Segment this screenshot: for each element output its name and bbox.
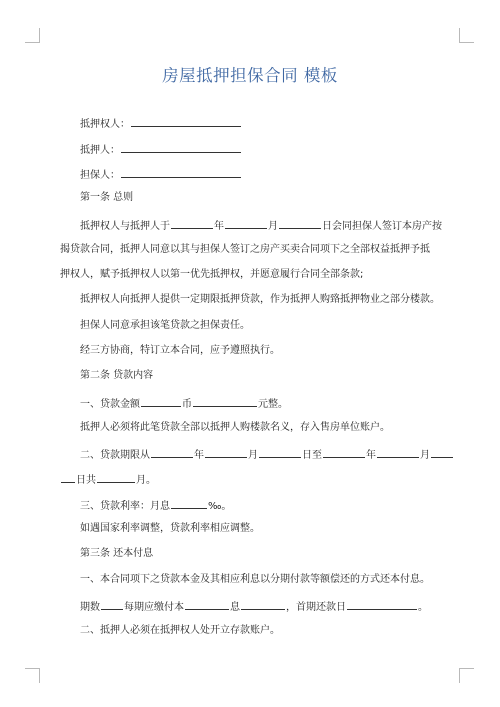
text-segment: 息 <box>230 602 240 613</box>
interest-blank[interactable] <box>241 598 285 610</box>
text-segment: 月 <box>420 450 430 461</box>
article-1-para-3: 担保人同意承担该笔贷款之担保责任。 <box>80 320 250 331</box>
mortgagor-blank[interactable] <box>121 141 241 153</box>
text-segment: 年 <box>194 450 204 461</box>
text-segment: 币 <box>182 399 192 410</box>
crop-mark-bottom-right <box>459 668 474 683</box>
article-1-para-1-line-3: 押权人，赋予抵押权人以第一优先抵押权，并愿意履行合同全部条款; <box>60 269 364 280</box>
text-segment: ，首期还款日 <box>286 602 346 613</box>
end-year-blank[interactable] <box>323 446 365 458</box>
mortgagee-blank[interactable] <box>131 115 241 127</box>
account-clause: 二、抵押人必须在抵押权人处开立存款账户。 <box>80 625 280 636</box>
text-segment: 年 <box>214 221 224 232</box>
article-1-para-1-line-2: 揭贷款合同，抵押人同意以其与担保人签订之房产买卖合同项下之全部权益抵押予抵 <box>60 244 430 255</box>
text-segment: 三、贷款利率：月息 <box>80 501 170 512</box>
text-segment: 月。 <box>136 475 156 486</box>
loan-term-line-1 <box>80 446 454 463</box>
start-year-blank[interactable] <box>151 446 193 458</box>
guarantor-line <box>80 166 242 183</box>
amount-blank[interactable] <box>141 395 181 407</box>
installment-line <box>80 598 428 615</box>
crop-mark-top-right <box>459 28 474 43</box>
text-segment: 年 <box>366 450 376 461</box>
text-segment: 日会同担保人签订本房产按 <box>322 221 442 232</box>
text-segment: 期数 <box>80 602 100 613</box>
article-1-para-1-line-1 <box>80 217 442 234</box>
article-2-heading: 第二条 贷款内容 <box>80 370 154 381</box>
text-segment: 月 <box>248 450 258 461</box>
start-day-blank[interactable] <box>259 446 301 458</box>
text-segment: 。 <box>418 602 428 613</box>
text-segment: 月 <box>268 221 278 232</box>
mortgagee-label: 抵押权人： <box>80 119 130 130</box>
text-segment: 日至 <box>302 450 322 461</box>
rate-blank[interactable] <box>171 497 207 509</box>
crop-mark-top-left <box>25 28 40 43</box>
crop-mark-bottom-left <box>25 668 40 683</box>
day-blank[interactable] <box>279 217 321 229</box>
end-month-blank[interactable] <box>377 446 419 458</box>
text-segment: 日共 <box>76 475 96 486</box>
repayment-clause: 一、本合同项下之贷款本金及其相应利息以分期付款等额偿还的方式还本付息。 <box>80 574 430 585</box>
guarantor-blank[interactable] <box>121 166 241 178</box>
article-1-heading: 第一条 总则 <box>80 192 134 203</box>
article-1-para-4: 经三方协商，特订立本合同，应予遵照执行。 <box>80 345 280 356</box>
mortgagee-line <box>80 115 242 132</box>
loan-term-line-2 <box>60 471 156 488</box>
currency-amount-blank[interactable] <box>193 395 257 407</box>
mortgagor-line <box>80 141 242 158</box>
loan-amount-line <box>80 395 288 412</box>
mortgagor-label: 抵押人： <box>80 145 120 156</box>
deposit-clause: 抵押人必须将此笔贷款全部以抵押人购楼款名义，存入售房单位账户。 <box>80 422 390 433</box>
end-day-blank-end[interactable] <box>61 471 75 483</box>
month-blank[interactable] <box>225 217 267 229</box>
interest-rate-line <box>80 497 231 514</box>
text-segment: 一、贷款金额 <box>80 399 140 410</box>
text-segment: 元整。 <box>258 399 288 410</box>
rate-adjustment-note: 如遇国家利率调整，贷款利率相应调整。 <box>80 523 260 534</box>
end-day-blank-start[interactable] <box>431 446 453 458</box>
text-segment: 二、贷款期限从 <box>80 450 150 461</box>
principal-blank[interactable] <box>185 598 229 610</box>
document-title: 房屋抵押担保合同 模板 <box>162 66 338 85</box>
article-1-para-2: 抵押权人向抵押人提供一定期限抵押贷款，作为抵押人购臵抵押物业之部分楼款。 <box>80 294 440 305</box>
article-3-heading: 第三条 还本付息 <box>80 548 154 559</box>
text-segment: 抵押权人与抵押人于 <box>80 221 170 232</box>
first-payment-date-blank[interactable] <box>347 598 417 610</box>
periods-blank[interactable] <box>101 598 123 610</box>
total-months-blank[interactable] <box>97 471 135 483</box>
text-segment: 每期应缴付本 <box>124 602 184 613</box>
guarantor-label: 担保人： <box>80 170 120 181</box>
text-segment: ‰。 <box>208 501 232 512</box>
year-blank[interactable] <box>171 217 213 229</box>
start-month-blank[interactable] <box>205 446 247 458</box>
